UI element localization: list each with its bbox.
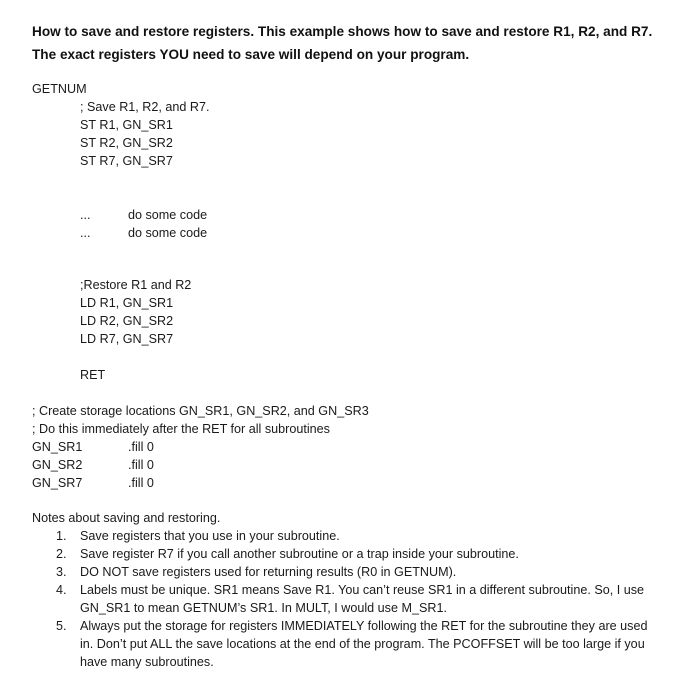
subroutine-label: GETNUM — [32, 82, 87, 96]
storage-fill: .fill 0 — [128, 440, 154, 454]
list-number: 2. — [56, 547, 67, 561]
code-line-save-r1: ST R1, GN_SR1 — [80, 118, 173, 132]
code-line-restore-r2: LD R2, GN_SR2 — [80, 314, 174, 328]
ellipsis-marker: ... — [80, 208, 91, 222]
list-item-text: Save register R7 if you call another subroutine or a trap inside your subroutine. — [80, 547, 519, 561]
list-number: 3. — [56, 565, 67, 579]
list-number: 1. — [56, 529, 67, 543]
code-line-save-r2: ST R2, GN_SR2 — [80, 136, 173, 150]
list-item — [32, 581, 662, 617]
list-item — [32, 563, 662, 581]
list-item-text: DO NOT save registers used for returning results (R0 in GETNUM). — [80, 565, 457, 579]
storage-label: GN_SR7 — [32, 476, 83, 490]
list-item-text: Save registers that you use in your subroutine. — [80, 529, 340, 543]
list-number: 4. — [56, 583, 67, 597]
notes-title: Notes about saving and restoring. — [32, 511, 221, 525]
storage-fill: .fill 0 — [128, 458, 154, 472]
code-line-restore-r1: LD R1, GN_SR1 — [80, 296, 174, 310]
storage-label: GN_SR1 — [32, 440, 83, 454]
notes-list — [32, 527, 662, 671]
storage-fill: .fill 0 — [128, 476, 154, 490]
code-body-line: do some code — [128, 208, 208, 222]
ellipsis-marker: ... — [80, 226, 91, 240]
list-number: 5. — [56, 619, 67, 633]
code-line-restore-r7: LD R7, GN_SR7 — [80, 332, 174, 346]
code-line-ret: RET — [80, 368, 106, 382]
page-heading: How to save and restore registers. This example shows how to save and restore R1, R2, and R7. The exact registers YOU need to save will depend on your program. — [32, 24, 653, 62]
restore-comment: ;Restore R1 and R2 — [80, 278, 192, 292]
list-item-text: Labels must be unique. SR1 means Save R1. You can’t reuse SR1 in a different subroutine. So, I use GN_SR1 to mean GETNUM’s SR1. In MULT, I would use M_SR1. — [80, 583, 645, 615]
list-item — [32, 617, 662, 671]
code-body-line: do some code — [128, 226, 208, 240]
storage-comment: ; Create storage locations GN_SR1, GN_SR2, and GN_SR3 — [32, 404, 369, 418]
list-item — [32, 545, 662, 563]
code-line-save-r7: ST R7, GN_SR7 — [80, 154, 173, 168]
list-item — [32, 527, 662, 545]
storage-comment: ; Do this immediately after the RET for all subroutines — [32, 422, 330, 436]
save-comment: ; Save R1, R2, and R7. — [80, 100, 210, 114]
storage-label: GN_SR2 — [32, 458, 83, 472]
list-item-text: Always put the storage for registers IMMEDIATELY following the RET for the subroutine they are used in. Don’t put ALL the save locations at the end of the program. The PCOFFSET will be too large if you have many subroutines. — [80, 619, 648, 669]
